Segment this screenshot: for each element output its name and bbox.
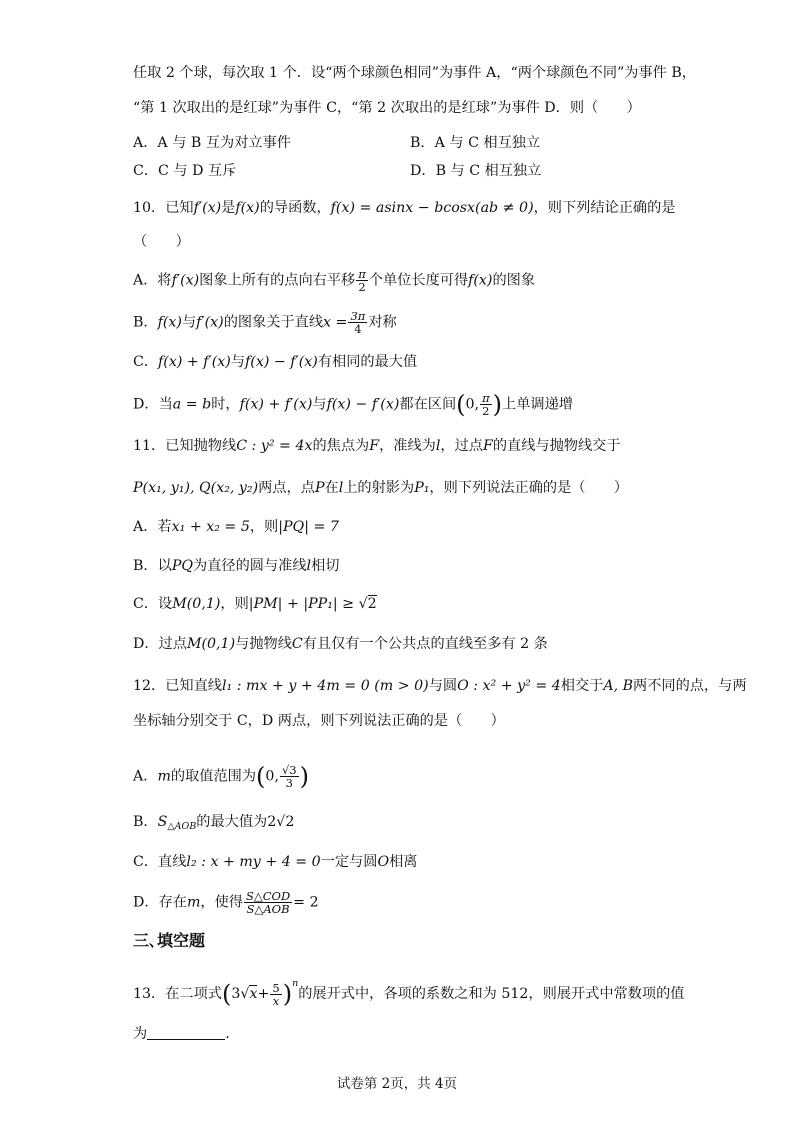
q9-line2: “第 1 次取出的是红球”为事件 C，“第 2 次取出的是红球”为事件 D．则（ ） [133,100,641,116]
q11-option-b: B．以PQ为直径的圆与准线l相切 [133,558,340,574]
q9-option-c: C．C 与 D 互斥 [133,163,237,179]
q10-option-a: A．将f′(x)图象上所有的点向右平移 $\frac{\pi}{2}$ 个单位长度可得f(x)的图象 [133,267,536,294]
q12-option-b: B．$S_{\triangle AOB}$的最大值为2√2 [133,814,295,832]
q11-stem-line2: P(x₁, y₁), Q(x₂, y₂)两点，点P在l上的射影为P₁，则下列说法正确的是（ ） [133,480,629,496]
q11-option-a: A．若x₁ + x₂ = 5，则|PQ| = 7 [133,519,339,535]
section-header: 三､填空题 [133,931,206,950]
q13-line2: 为 . [133,1026,230,1042]
q11-stem-line1: 11．已知抛物线C : y² = 4x的焦点为F，准线为l，过点F的直线与抛物线交于 [133,438,621,454]
fraction: $\frac{√3}{3}$ [281,763,297,790]
fraction: $\frac{\text{S△COD}}{\text{S△AOB}}$ [246,889,291,916]
q10-option-c: C．f(x) + f′(x)与f(x) − f′(x)有相同的最大值 [133,354,418,370]
q10-option-d: D．当a = b时，f(x) + f′(x)与f(x) − f′(x)都在区间(0, $\frac{\pi}{2}$ )上单调递增 [133,390,573,419]
q11-option-c: C．设M(0,1)，则|PM| + |PP₁| ≥ √2 [133,596,377,612]
page-footer: 试卷第 2页，共 4页 [336,1076,458,1092]
q12-option-a: A．m的取值范围为(0, $\frac{√3}{3}$ ) [133,762,309,791]
q12-option-d: D．存在m，使得 $\frac{\text{S△COD}}{\text{S△AOB}}$ = 2 [133,889,319,916]
q13-line1: 13．在二项式(3√x+ $\frac{5}{x}$ )$^n$的展开式中，各项的系数之和为 512，则展开式中常数项的值 [133,978,685,1008]
q12-option-c: C．直线l₂ : x + my + 4 = 0一定与圆O相离 [133,854,418,870]
q12-stem-line1: 12．已知直线l₁ : mx + y + 4m = 0 (m > 0)与圆O : x² + y² = 4相交于A, B两不同的点，与两 [133,678,747,694]
fraction: $\frac{\pi}{2}$ [482,391,490,418]
q9-option-b: B．A 与 C 相互独立 [410,135,541,151]
answer-blank[interactable] [147,1025,225,1040]
q12-stem-line2: 坐标轴分别交于 C，D 两点，则下列说法正确的是（ ） [133,713,505,729]
q9-line1: 任取 2 个球，每次取 1 个．设“两个球颜色相同”为事件 A，“两个球颜色不同”为事件 B， [133,65,696,81]
q11-option-d: D．过点M(0,1)与抛物线C有且仅有一个公共点的直线至多有 2 条 [133,636,548,652]
fraction: $\frac{\pi}{2}$ [358,267,366,294]
q10-paren: （ ） [133,234,190,250]
q9-option-d: D．B 与 C 相互独立 [410,163,542,179]
fraction: $\frac{5}{x}$ [272,980,280,1008]
q10-stem: 10．已知f′(x)是f(x)的导函数，f(x) = asinx − bcosx(ab ≠ 0)，则下列结论正确的是 [133,200,676,216]
q10-option-b: B．f(x)与f′(x)的图象关于直线x = $\frac{3\pi}{4}$ 对称 [133,309,397,336]
q9-option-a: A．A 与 B 互为对立事件 [133,135,291,151]
fraction: $\frac{3\pi}{4}$ [350,309,366,336]
